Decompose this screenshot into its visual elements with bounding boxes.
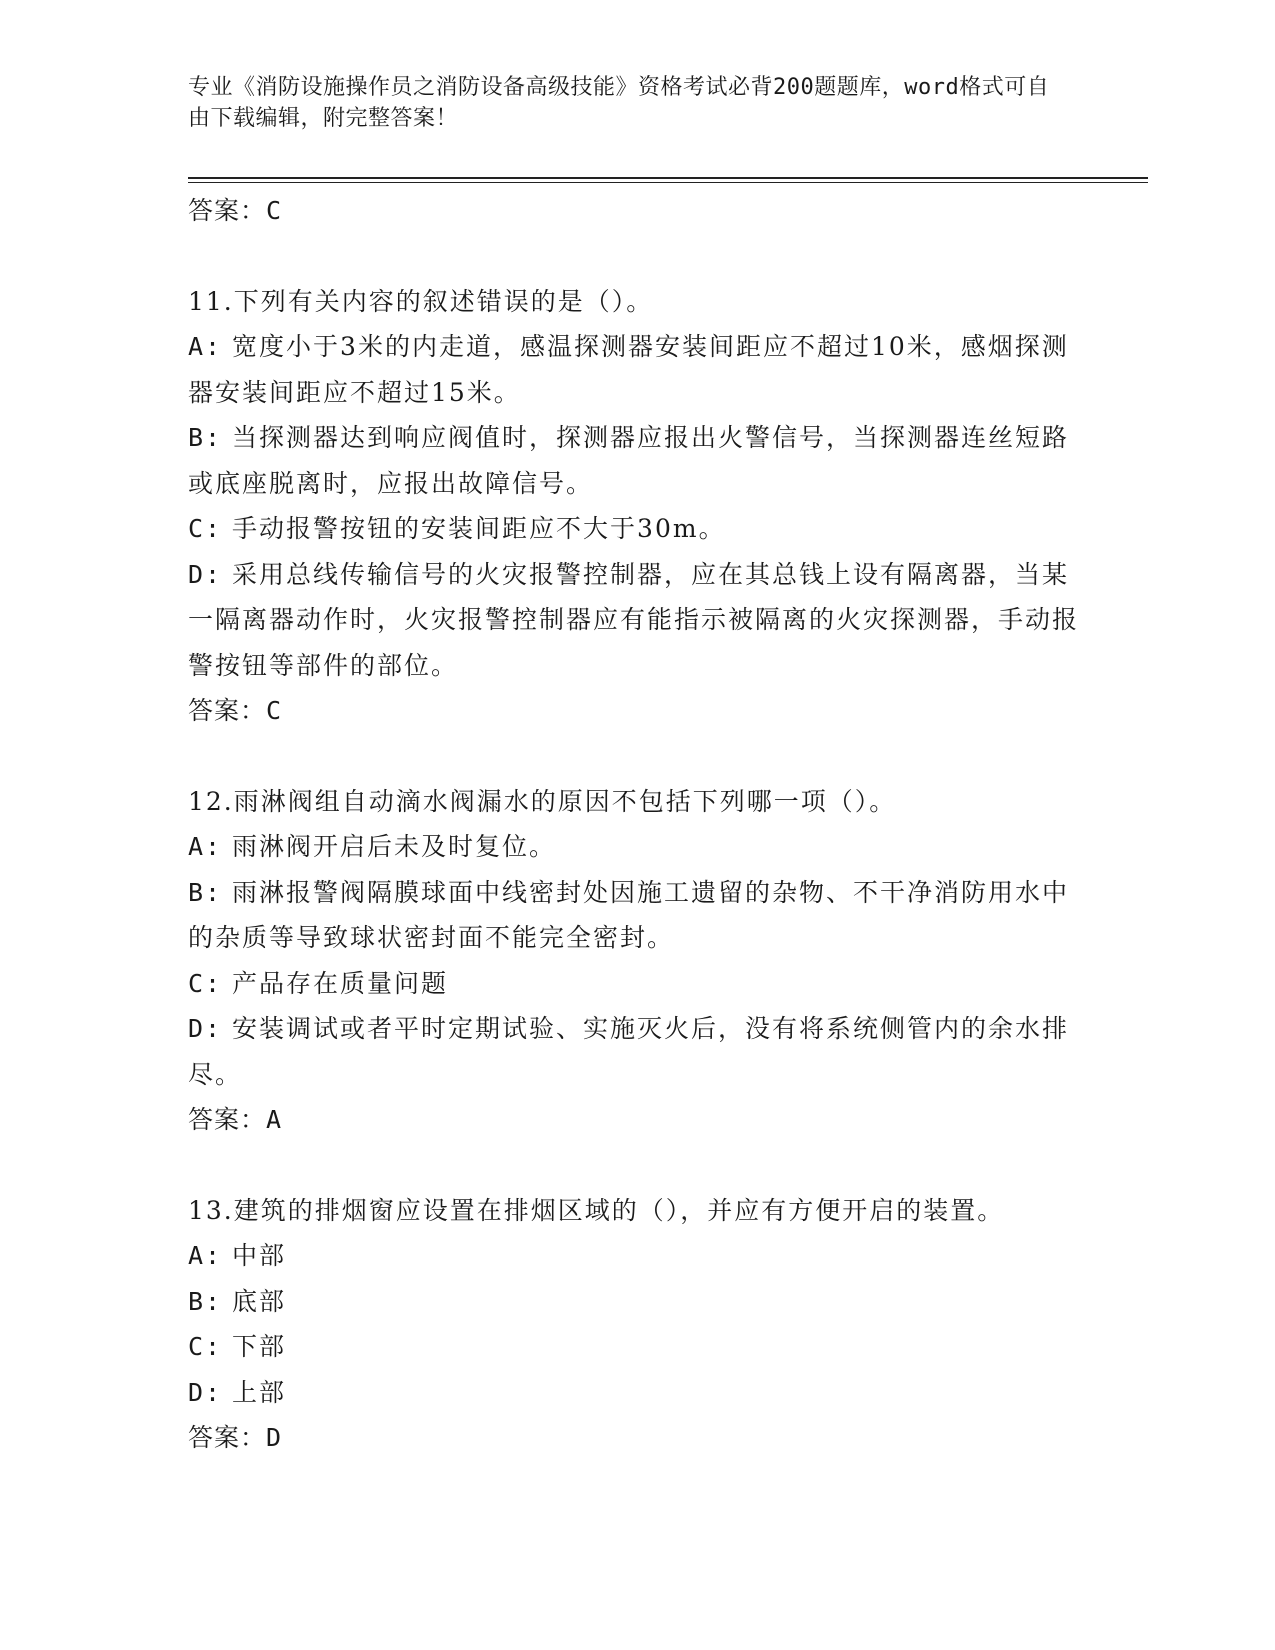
- question-block-13: [188, 1188, 1088, 1461]
- option-letter: D:: [188, 559, 223, 589]
- answer-label: 答案：: [188, 696, 267, 725]
- option-text: 中部: [222, 1241, 287, 1270]
- option-b: [188, 415, 1088, 506]
- header-rule-thick: [188, 177, 1148, 179]
- answer-value: C: [266, 696, 283, 725]
- answer-label: 答案：: [188, 1105, 267, 1134]
- option-letter: A:: [188, 832, 223, 861]
- option-d: [188, 1006, 1088, 1097]
- option-text: 产品存在质量问题: [222, 968, 449, 998]
- option-a: [188, 324, 1088, 415]
- option-letter: D:: [188, 1014, 223, 1043]
- option-c: [188, 1324, 1088, 1370]
- question-title: 11.下列有关内容的叙述错误的是（）。: [188, 286, 654, 316]
- option-c: [188, 506, 1088, 552]
- question-block-12: [188, 779, 1088, 1143]
- spacer: [188, 234, 1088, 279]
- option-d: [188, 552, 1088, 689]
- question-title: 13.建筑的排烟窗应设置在排烟区域的（），并应有方便开启的装置。: [188, 1195, 1005, 1225]
- question-title: 12.雨淋阀组自动滴水阀漏水的原因不包括下列哪一项（）。: [188, 786, 897, 816]
- option-letter: C:: [188, 1332, 223, 1361]
- document-header: 专业《消防设施操作员之消防设备高级技能》资格考试必背200题题库，word格式可自由下载编辑，附完整答案！: [188, 75, 1050, 131]
- option-text: 采用总线传输信号的火灾报警控制器，应在其总钱上设有隔离器，当某一隔离器动作时，火灾报警控制器应有能指示被隔离的火灾探测器，手动报警按钮等部件的部位。: [188, 559, 1080, 680]
- option-text: 手动报警按钮的安装间距应不大于30m。: [222, 514, 726, 543]
- option-letter: A:: [188, 1241, 223, 1270]
- option-letter: B:: [188, 877, 223, 907]
- option-letter: C:: [188, 514, 223, 543]
- option-c: [188, 961, 1088, 1007]
- spacer: [188, 734, 1088, 779]
- option-text: 上部: [222, 1377, 287, 1407]
- answer-line-10: [188, 188, 1088, 234]
- document-body: [188, 188, 1088, 1461]
- option-b: [188, 1279, 1088, 1325]
- question-block-11: [188, 279, 1088, 734]
- answer-line: [188, 1097, 1088, 1143]
- option-letter: D:: [188, 1377, 223, 1407]
- option-text: 雨淋报警阀隔膜球面中线密封处因施工遗留的杂物、不干净消防用水中的杂质等导致球状密封面不能完全密封。: [188, 877, 1070, 952]
- answer-value: C: [266, 196, 283, 225]
- answer-value: A: [266, 1105, 283, 1134]
- option-b: [188, 870, 1088, 961]
- answer-line: [188, 688, 1088, 734]
- option-letter: B:: [188, 423, 223, 452]
- answer-value: D: [266, 1423, 283, 1452]
- option-letter: A:: [188, 332, 223, 361]
- option-a: [188, 824, 1088, 870]
- option-a: [188, 1233, 1088, 1279]
- option-d: [188, 1370, 1088, 1416]
- option-text: 当探测器达到响应阀值时，探测器应报出火警信号，当探测器连丝短路或底座脱离时，应报出故障信号。: [188, 423, 1070, 498]
- header-rule-thin: [188, 182, 1148, 183]
- option-letter: B:: [188, 1286, 223, 1316]
- option-text: 雨淋阀开启后未及时复位。: [222, 832, 557, 861]
- option-text: 安装调试或者平时定期试验、实施灭火后，没有将系统侧管内的余水排尽。: [188, 1014, 1070, 1089]
- option-text: 宽度小于3米的内走道，感温探测器安装间距应不超过10米，感烟探测器安装间距应不超过15米。: [188, 332, 1069, 407]
- option-text: 下部: [222, 1332, 287, 1361]
- option-text: 底部: [222, 1286, 287, 1316]
- answer-label: 答案：: [188, 196, 267, 225]
- spacer: [188, 1143, 1088, 1188]
- answer-label: 答案：: [188, 1423, 267, 1452]
- answer-line: [188, 1415, 1088, 1461]
- option-letter: C:: [188, 968, 223, 998]
